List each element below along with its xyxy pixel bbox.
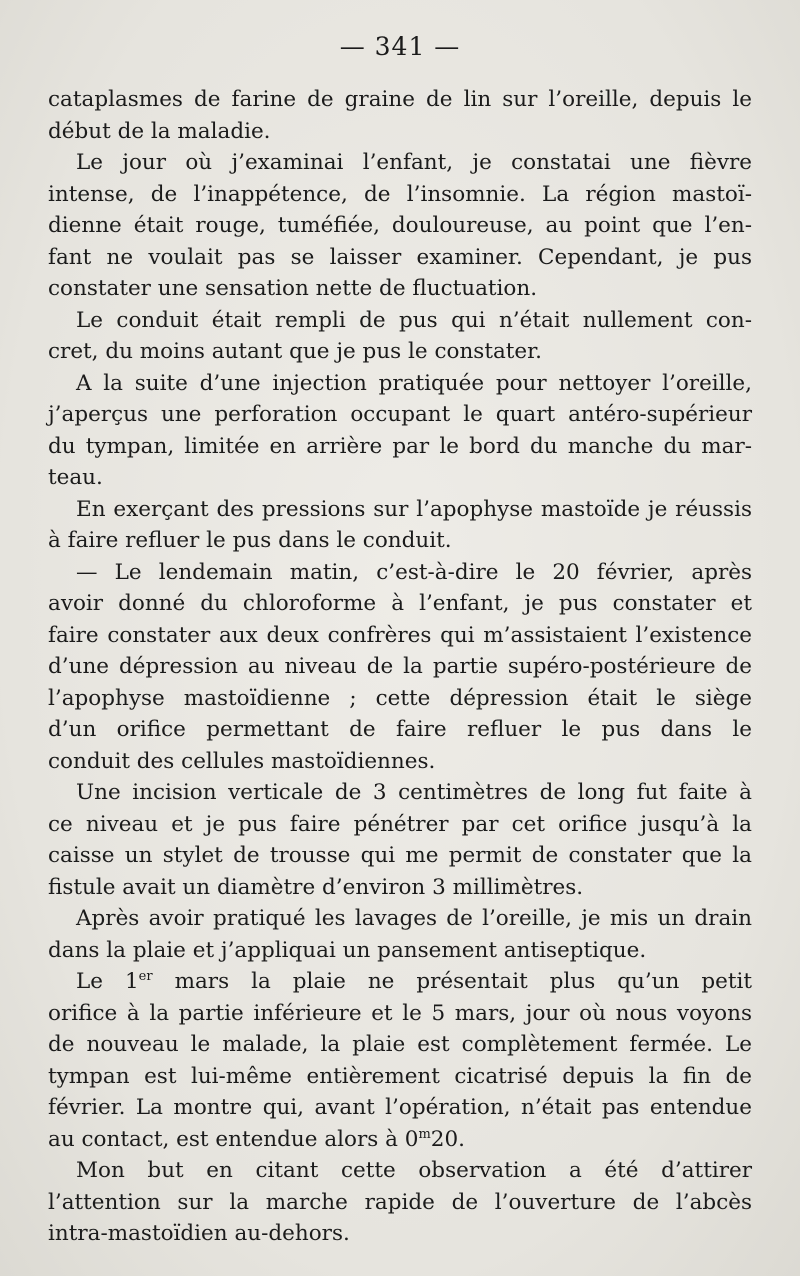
paragraph-3 — [48, 305, 752, 368]
text-line: tympan est lui-même entièrement cicatrisé depuis la fin de — [48, 1063, 752, 1089]
paragraph-8 — [48, 903, 752, 966]
text-line: ce niveau et je pus faire pénétrer par cet orifice jusqu’à la — [48, 811, 752, 837]
text-line: février. La montre qui, avant l’opération, n’était pas entendue — [48, 1095, 752, 1120]
text-line: Mon but en citant cette observation a été d’attirer — [76, 1158, 752, 1183]
text-line: cret, du moins autant que je pus le constater. — [48, 339, 542, 364]
superscript: m — [418, 1126, 431, 1142]
text-line: En exerçant des pressions sur l’apophyse mastoïde je réussis — [76, 496, 752, 522]
paragraph-5 — [48, 494, 752, 557]
text-line: j’aperçus une perforation occupant le quart antéro-supérieur — [48, 402, 752, 427]
paragraph-10 — [48, 1155, 752, 1250]
text-line: — Le lendemain matin, c’est-à-dire le 20 février, après — [76, 559, 752, 585]
text-line: conduit des cellules mastoïdiennes. — [48, 748, 436, 774]
text-line: de nouveau le malade, la plaie est complètement fermée. Le — [48, 1032, 752, 1057]
text-line: constater une sensation nette de fluctuation. — [48, 276, 538, 301]
text-line: intra-mastoïdien au-dehors. — [48, 1221, 350, 1246]
text-line: l’attention sur la marche rapide de l’ouverture de l’abcès — [48, 1189, 752, 1215]
superscript: er — [138, 969, 153, 984]
text-line — [48, 966, 752, 998]
body-text — [48, 84, 752, 1250]
text-line: dans la plaie et j’appliquai un pansement antiseptique. — [48, 937, 647, 963]
text-run: Le 1 — [76, 969, 139, 994]
text-line: fistule avait un diamètre d’environ 3 millimètres. — [48, 874, 584, 900]
text-line: à faire refluer le pus dans le conduit. — [48, 528, 452, 553]
paragraph-4 — [48, 368, 752, 494]
text-line: caisse un stylet de trousse qui me permit de constater que la — [48, 843, 752, 868]
page-number: — 341 — — [339, 32, 461, 61]
text-line: intense, de l’inappétence, de l’insomnie. La région mastoï- — [48, 181, 752, 207]
text-line: d’une dépression au niveau de la partie supéro-postérieure de — [48, 654, 752, 679]
text-line: l’apophyse mastoïdienne ; cette dépression était le siège — [48, 685, 752, 711]
paragraph-9 — [48, 966, 752, 1155]
paragraph-2 — [48, 147, 752, 305]
text-line: cataplasmes de farine de graine de lin sur l’oreille, depuis le — [48, 87, 752, 112]
text-line: Après avoir pratiqué les lavages de l’oreille, je mis un drain — [76, 906, 752, 931]
text-line: A la suite d’une injection pratiquée pour nettoyer l’oreille, — [76, 370, 752, 396]
text-line: orifice à la partie inférieure et le 5 mars, jour où nous voyons — [48, 1000, 752, 1026]
text-run: au contact, est entendue alors à 0 — [48, 1126, 419, 1152]
text-run: 20. — [430, 1126, 465, 1152]
paragraph-6 — [48, 557, 752, 778]
text-line: avoir donné du chloroforme à l’enfant, je pus constater et — [48, 591, 752, 616]
paragraph-7 — [48, 777, 752, 903]
paragraph-1 — [48, 84, 752, 147]
text-line: début de la maladie. — [48, 118, 271, 144]
text-run: mars la plaie ne présentait plus qu’un petit — [152, 969, 752, 994]
text-line: d’un orifice permettant de faire refluer le pus dans le — [48, 717, 752, 742]
text-line: Le jour où j’examinai l’enfant, je constatai une fièvre — [76, 150, 752, 175]
text-line: Le conduit était rempli de pus qui n’était nullement con- — [76, 307, 752, 333]
text-line: du tympan, limitée en arrière par le bord du manche du mar- — [48, 433, 752, 459]
text-line — [48, 1124, 752, 1156]
text-line: fant ne voulait pas se laisser examiner. Cependant, je pus — [48, 244, 752, 270]
text-line: faire constater aux deux confrères qui m’assistaient l’existence — [48, 622, 752, 648]
text-line: dienne était rouge, tuméfiée, douloureuse, au point que l’en- — [48, 213, 752, 238]
text-line: teau. — [48, 465, 103, 490]
text-line: Une incision verticale de 3 centimètres de long fut faite à — [76, 780, 752, 805]
